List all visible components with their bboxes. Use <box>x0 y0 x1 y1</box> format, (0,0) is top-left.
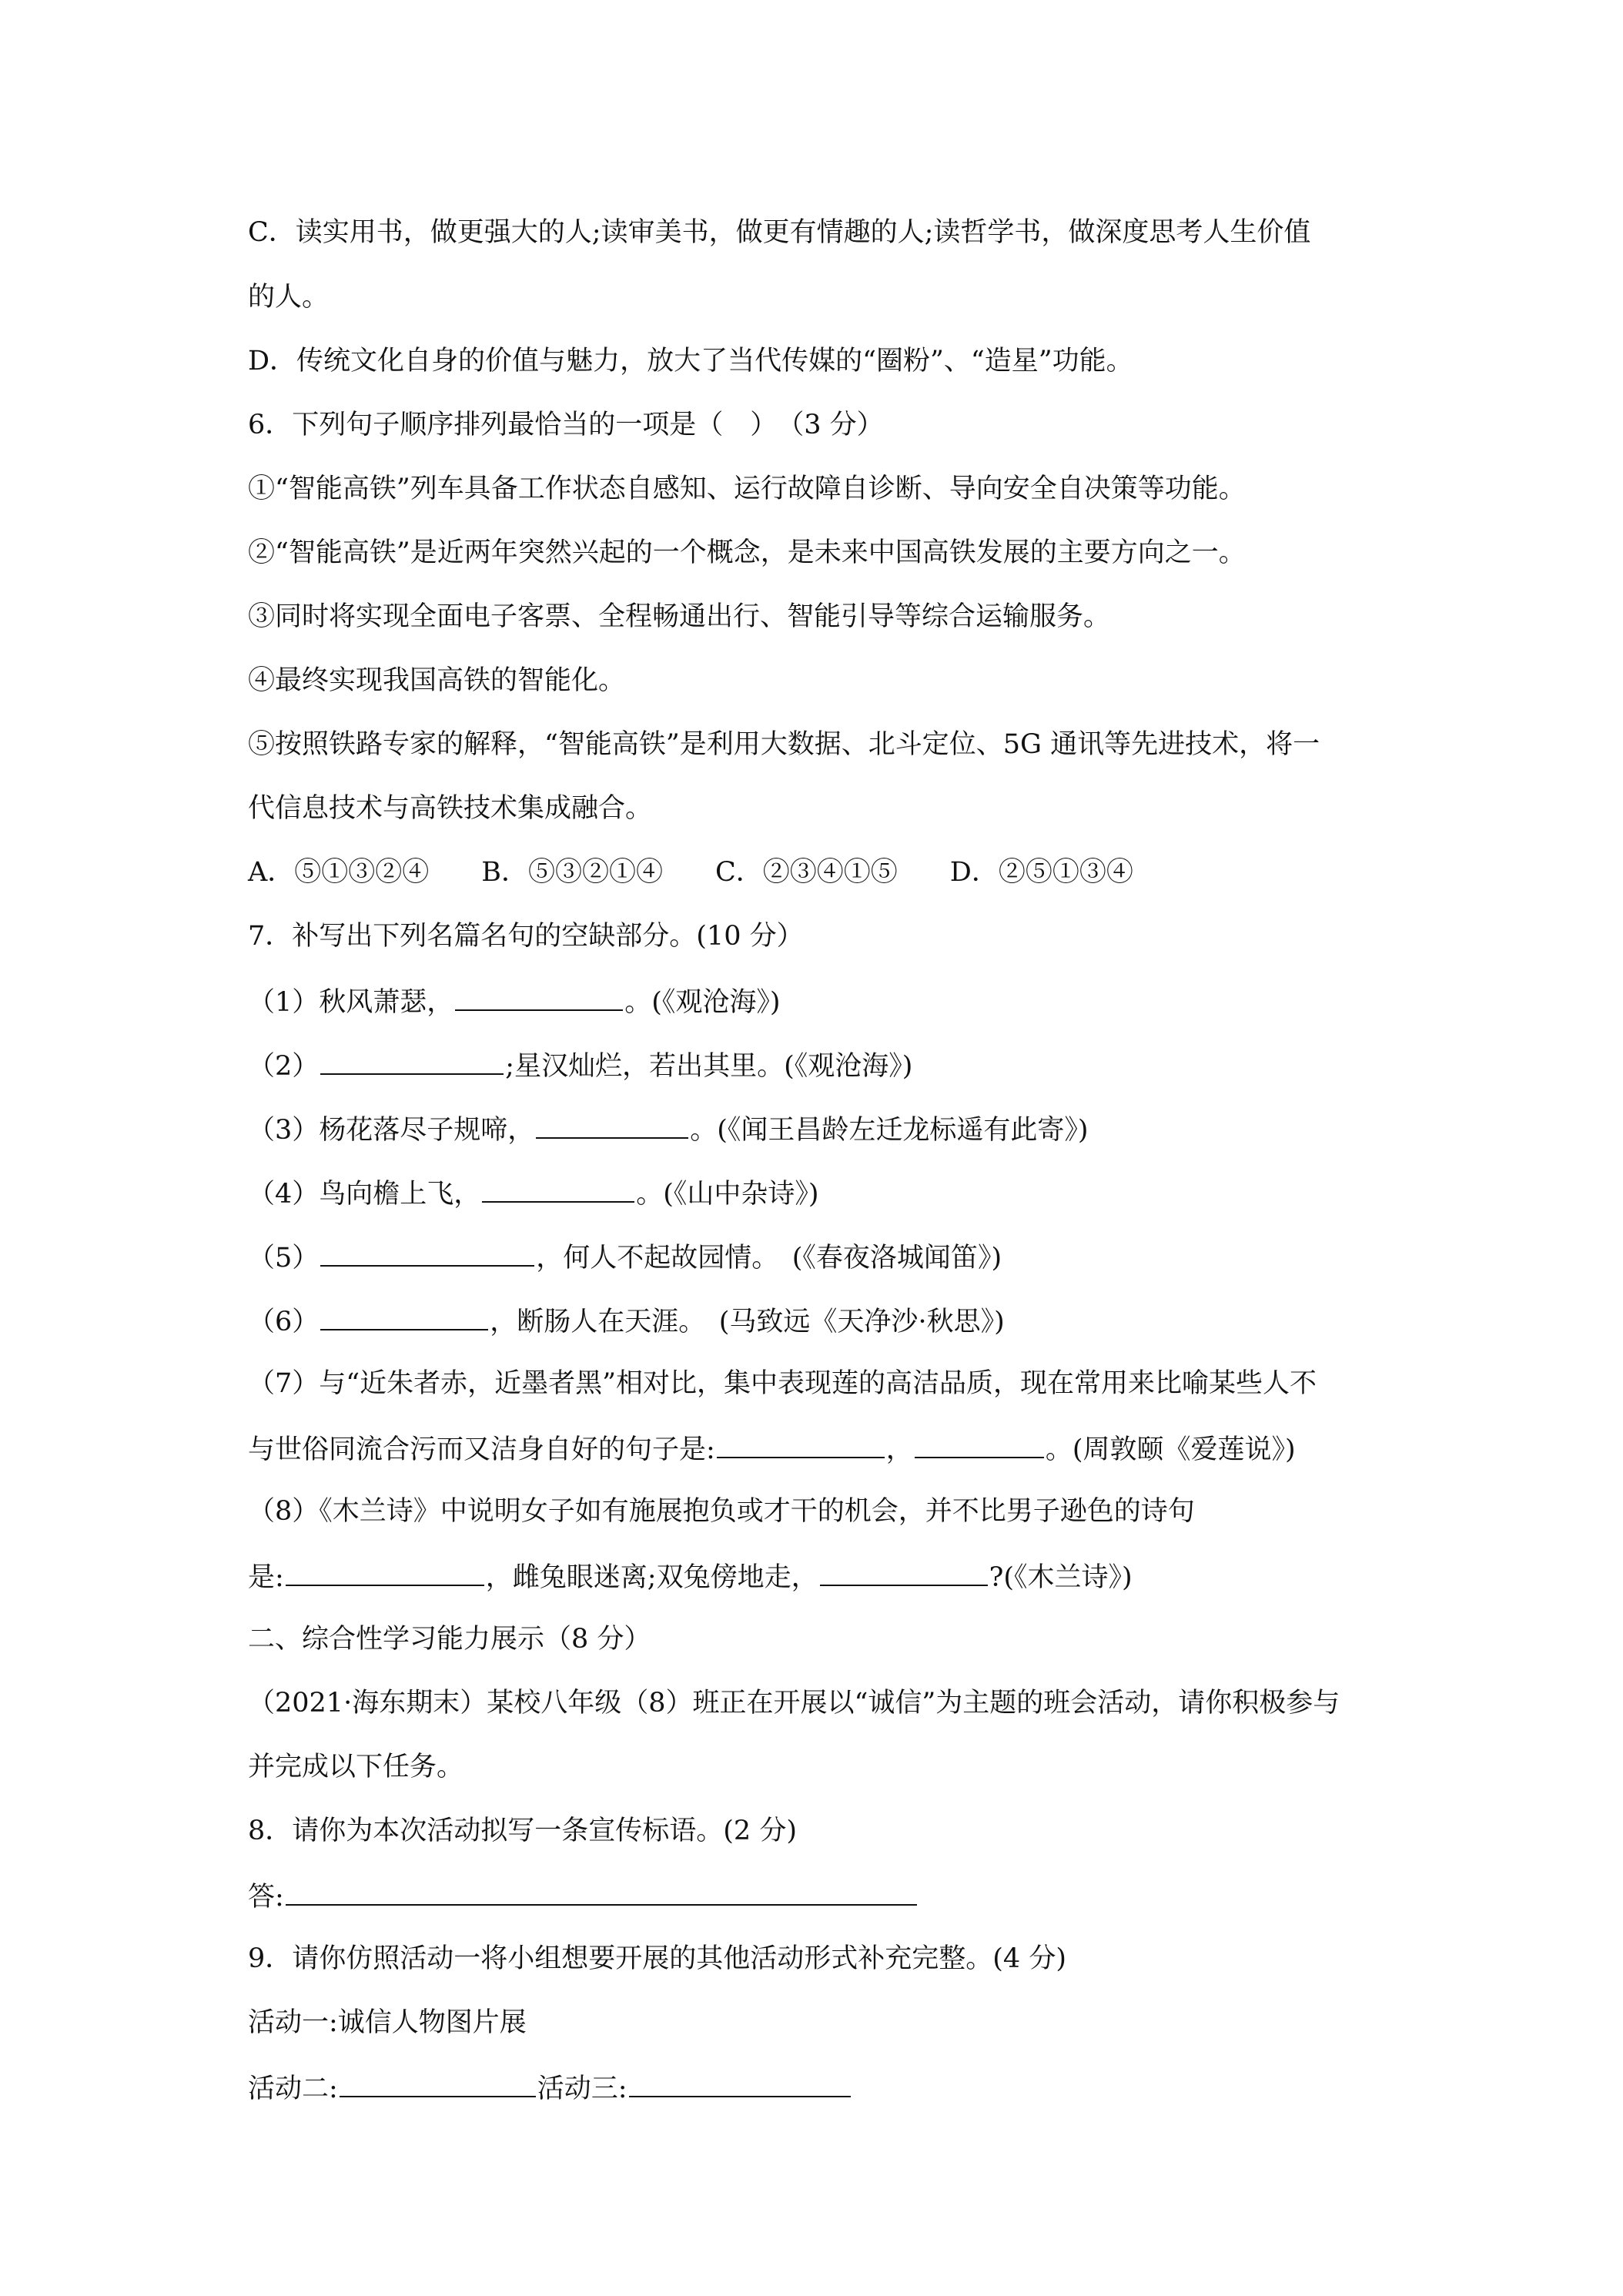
q7-item-3-blank[interactable] <box>536 1110 688 1139</box>
q7-item-3 <box>248 1110 1403 1149</box>
q5-option-d: D．传统文化自身的价值与魅力，放大了当代传媒的“圈粉”、“造星”功能。 <box>248 346 1133 377</box>
q6-option-d[interactable]: D．②⑤①③④ <box>949 857 1133 888</box>
q6-sentence-2: ②“智能高铁”是近两年突然兴起的一个概念，是未来中国高铁发展的主要方向之一。 <box>248 537 1246 568</box>
q7-item-6-blank[interactable] <box>320 1301 488 1330</box>
section-2-intro-line1: （2021·海东期末）某校八年级（8）班正在开展以“诚信”为主题的班会活动，请你积极参与 <box>248 1688 1340 1719</box>
q5-option-c-line1: C．读实用书，做更强大的人;读审美书，做更有情趣的人;读哲学书，做深度思考人生价值 <box>248 217 1311 248</box>
q6-option-b[interactable]: B．⑤③②①④ <box>481 857 664 888</box>
q7-item-2-text: （2） <box>248 1051 320 1082</box>
q6-sentence-3: ③同时将实现全面电子客票、全程畅通出行、智能引导等综合运输服务。 <box>248 601 1111 632</box>
q7-item-2 <box>248 1046 1403 1085</box>
q7-item-4 <box>248 1173 1403 1213</box>
q7-item-8-source: ?(《木兰诗》) <box>989 1562 1133 1593</box>
q7-item-4-blank[interactable] <box>482 1173 634 1203</box>
q8-stem: 8．请你为本次活动拟写一条宣传标语。(2 分) <box>248 1816 797 1846</box>
q8-answer-blank[interactable] <box>286 1876 917 1906</box>
q5-option-c-line2: 的人。 <box>248 282 330 313</box>
q7-item-7-text: 与世俗同流合污而又洁身自好的句子是: <box>248 1434 715 1465</box>
q7-item-3-text: （3）杨花落尽子规啼， <box>248 1115 535 1146</box>
q7-item-7-separator: ， <box>885 1434 913 1465</box>
q7-stem: 7．补写出下列名篇名句的空缺部分。(10 分） <box>248 921 804 952</box>
q6-stem: 6．下列句子顺序排列最恰当的一项是（ ） （3 分） <box>248 410 884 440</box>
q9-stem: 9．请你仿照活动一将小组想要开展的其他活动形式补充完整。(4 分) <box>248 1943 1066 1974</box>
q6-option-c[interactable]: C．②③④①⑤ <box>715 857 898 888</box>
section-2-intro-line2: 并完成以下任务。 <box>248 1752 464 1782</box>
q9-activity-3-label: 活动三: <box>537 2073 627 2104</box>
q7-item-8-line2 <box>248 1557 1403 1596</box>
q7-item-8-middle: ，雌兔眼迷离;双兔傍地走， <box>485 1562 818 1593</box>
q7-item-7-line2 <box>248 1429 1403 1468</box>
q7-item-1-blank[interactable] <box>455 982 623 1011</box>
q7-item-1-text: （1）秋风萧瑟， <box>248 987 454 1018</box>
q7-item-8-line1: （8）《木兰诗》中说明女子如有施展抱负或才干的机会，并不比男子逊色的诗句 <box>248 1496 1195 1527</box>
q7-item-6-source: ，断肠人在天涯。 (马致远《天净沙·秋思》) <box>490 1307 1005 1337</box>
q9-activity-3-blank[interactable] <box>629 2068 851 2097</box>
q7-item-8-blank-1[interactable] <box>286 1557 484 1586</box>
q7-item-5-source: ，何人不起故园情。 (《春夜洛城闻笛》) <box>536 1243 1002 1274</box>
q7-item-8-text: 是: <box>248 1562 284 1593</box>
q7-item-7-line1: （7）与“近朱者赤，近墨者黑”相对比，集中表现莲的高洁品质，现在常用来比喻某些人不 <box>248 1368 1317 1399</box>
q7-item-8-blank-2[interactable] <box>820 1557 988 1586</box>
q7-item-1 <box>248 982 1403 1021</box>
q7-item-7-blank-2[interactable] <box>915 1429 1044 1458</box>
q7-item-6 <box>248 1301 1403 1340</box>
q6-sentence-5-line1: ⑤按照铁路专家的解释，“智能高铁”是利用大数据、北斗定位、5G 通讯等先进技术，将一 <box>248 729 1320 760</box>
q7-item-5 <box>248 1237 1403 1277</box>
q9-activity-2-blank[interactable] <box>340 2068 536 2097</box>
q6-sentence-5-line2: 代信息技术与高铁技术集成融合。 <box>248 793 653 824</box>
q7-item-2-blank[interactable] <box>320 1046 504 1075</box>
q7-item-1-source: 。(《观沧海》) <box>624 987 781 1018</box>
q9-activity-2-label: 活动二: <box>248 2073 338 2104</box>
q6-options <box>248 854 1403 891</box>
q7-item-4-text: （4）鸟向檐上飞， <box>248 1179 481 1210</box>
section-2-title: 二、综合性学习能力展示（8 分） <box>248 1624 651 1655</box>
q9-activity-1: 活动一:诚信人物图片展 <box>248 2007 527 2038</box>
q8-answer-line <box>248 1876 1403 1916</box>
q6-sentence-1: ①“智能高铁”列车具备工作状态自感知、运行故障自诊断、导向安全自决策等功能。 <box>248 474 1246 504</box>
q7-item-7-source: 。(周敦颐《爱莲说》) <box>1045 1434 1296 1465</box>
q7-item-3-source: 。(《闻王昌龄左迁龙标遥有此寄》) <box>690 1115 1089 1146</box>
q7-item-5-blank[interactable] <box>320 1237 534 1267</box>
q7-item-4-source: 。(《山中杂诗》) <box>636 1179 819 1210</box>
q8-answer-label: 答: <box>248 1882 284 1913</box>
q6-option-a[interactable]: A．⑤①③②④ <box>248 857 430 888</box>
q7-item-7-blank-1[interactable] <box>717 1429 885 1458</box>
q7-item-6-text: （6） <box>248 1307 320 1337</box>
q6-sentence-4: ④最终实现我国高铁的智能化。 <box>248 665 626 696</box>
q7-item-5-text: （5） <box>248 1243 320 1274</box>
q7-item-2-source: ;星汉灿烂，若出其里。(《观沧海》) <box>505 1051 913 1082</box>
q9-activities-2-3 <box>248 2068 1403 2107</box>
